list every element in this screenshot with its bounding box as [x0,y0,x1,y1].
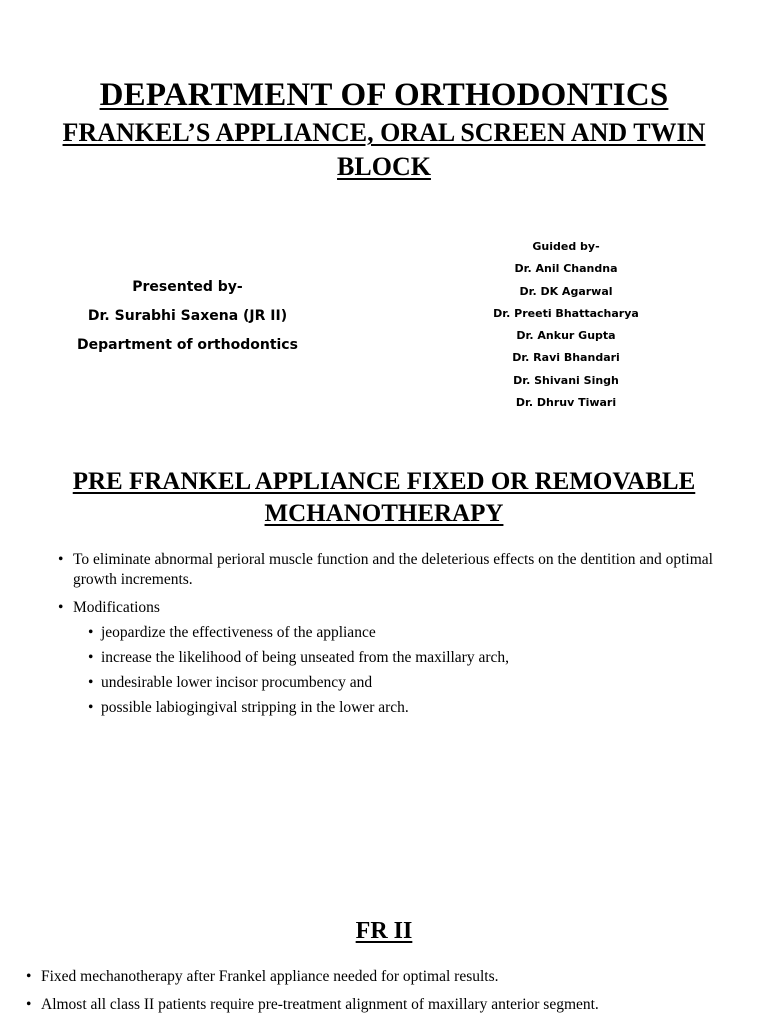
presenter-name: Dr. Surabhi Saxena (JR II) [87,308,288,324]
guides-block [466,236,666,414]
presenter-block [55,273,320,360]
title-slide [0,0,768,430]
sub-list-item: • jeopardize the effectiveness of the appliance [101,623,733,643]
guide-name: Dr. Shivani Singh [513,373,619,387]
presenter-department: Department of orthodontics [77,337,298,353]
slide-heading: PRE FRANKEL APPLIANCE FIXED OR REMOVABLE MCHANOTHERAPY [72,468,696,527]
sub-list-item: • undesirable lower incisor procumbency and [101,673,733,693]
sub-list-item: • increase the likelihood of being unseated from the maxillary arch, [101,648,733,668]
slide-heading: FR II [355,918,413,944]
guide-name: Dr. Anil Chandna [514,262,618,276]
guide-name: Dr. DK Agarwal [519,284,613,298]
bullet-text: To eliminate abnormal perioral muscle function and the deleterious effects on the dentition and optimal growth increments. [73,551,713,588]
sub-bullet-list [73,623,733,718]
sub-list-item: • possible labiogingival stripping in the lower arch. [101,698,733,718]
bullet-list [41,967,761,1023]
guide-name: Dr. Ravi Bhandari [512,351,620,365]
pre-frankel-slide [0,460,768,760]
guide-name: Dr. Ankur Gupta [516,329,616,343]
list-item: • Fixed mechanotherapy after Frankel appliance needed for optimal results. [41,967,761,987]
department-title: DEPARTMENT OF ORTHODONTICS [99,77,669,113]
guides-label: Guided by- [532,240,600,253]
list-item [73,598,733,718]
presenter-label: Presented by- [132,279,243,295]
presentation-subtitle: FRANKEL’S APPLIANCE, ORAL SCREEN AND TWIN BLOCK [62,118,706,181]
guide-name: Dr. Dhruv Tiwari [515,396,617,410]
list-item [73,550,733,590]
list-item: • Almost all class II patients require pre-treatment alignment of maxillary anterior segment. [41,995,761,1015]
bullet-text: Modifications [73,599,160,616]
fr2-slide [0,905,768,1024]
bullet-list [73,550,733,726]
guide-name: Dr. Preeti Bhattacharya [493,306,639,320]
